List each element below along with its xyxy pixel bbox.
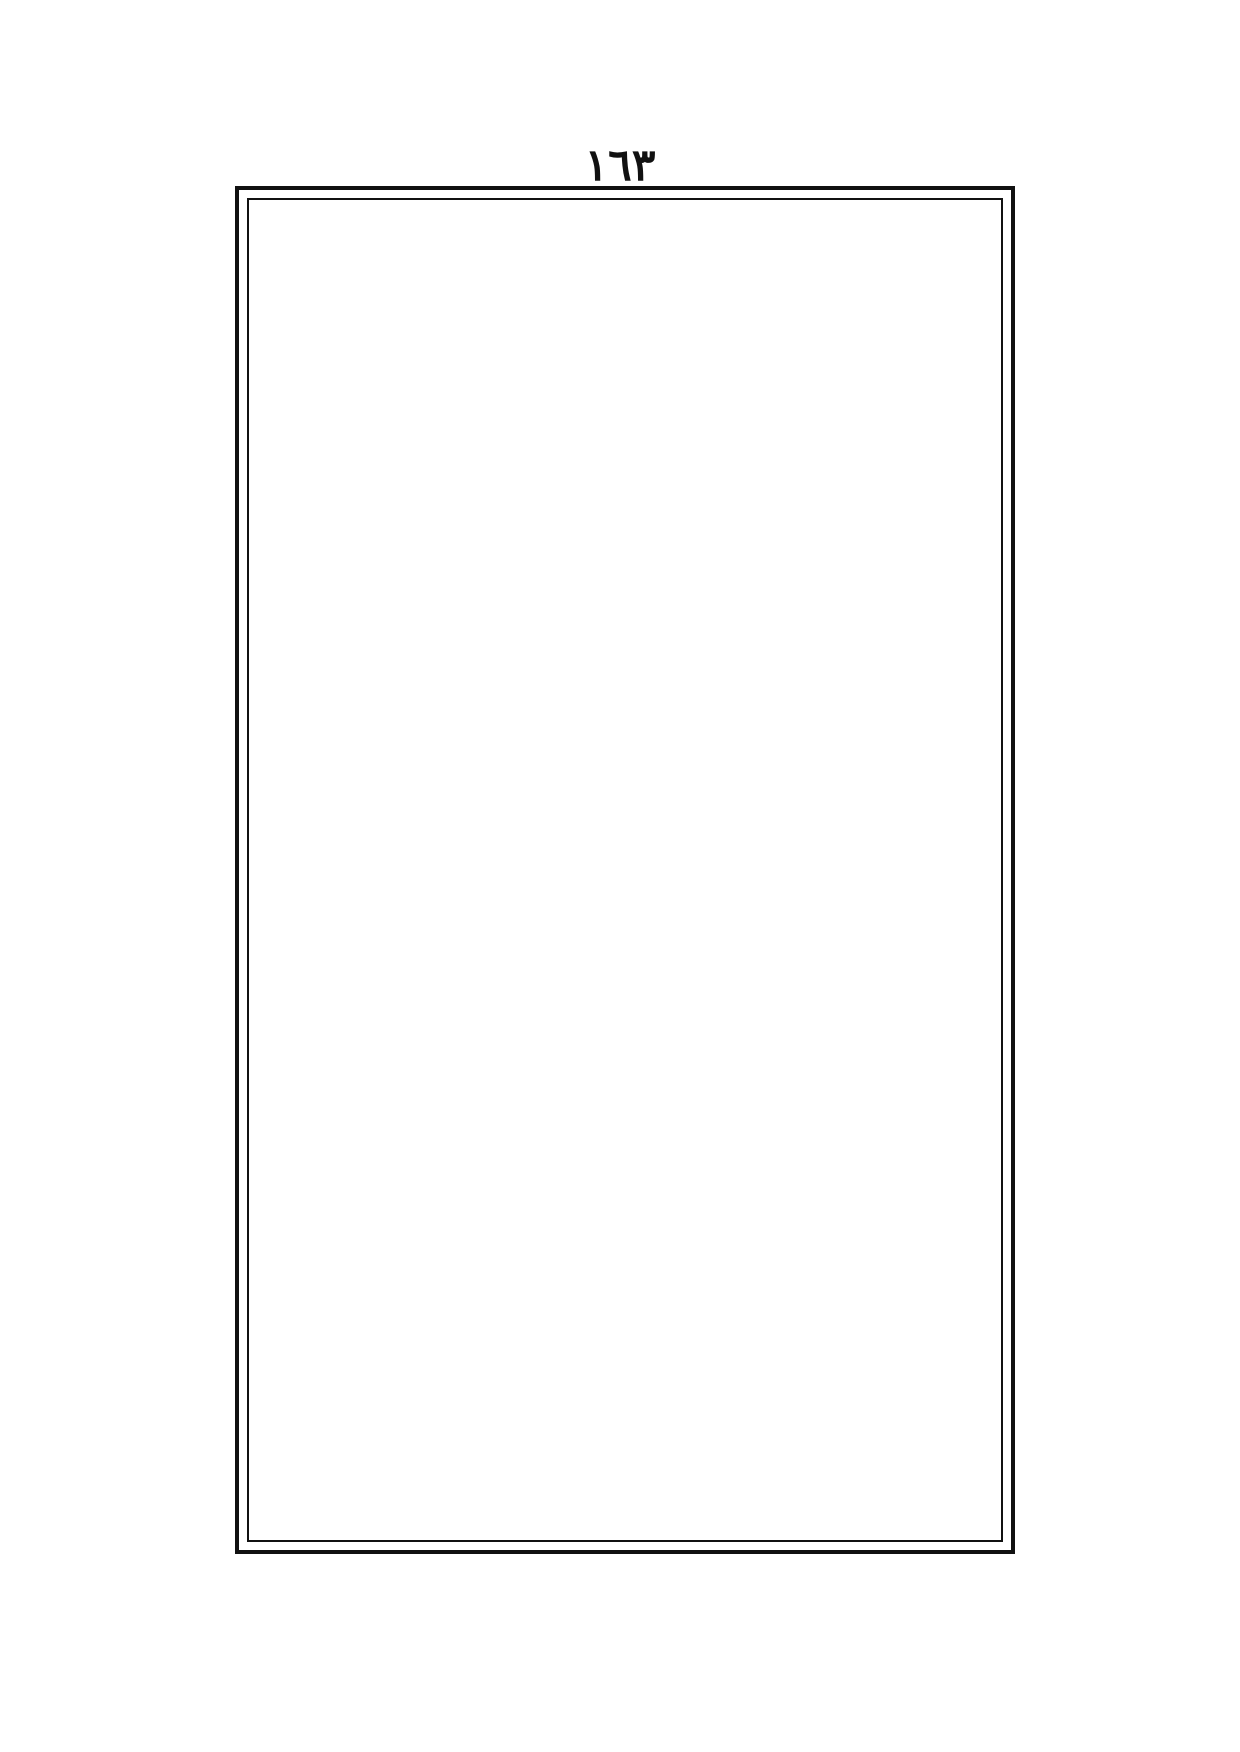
text-line [263,891,987,931]
text-line [263,931,987,971]
text-line [263,1172,987,1212]
text-line [263,811,987,851]
text-line [263,210,987,250]
text-line [263,290,987,330]
text-line [263,611,987,651]
text-line [263,651,987,691]
text-frame [247,198,1003,1542]
text-line [263,1212,987,1252]
text-line [263,771,987,811]
text-line [263,1011,987,1051]
text-line [263,1412,987,1452]
text-line [263,531,987,571]
text-line [263,571,987,611]
text-line [263,370,987,410]
text-line [263,691,987,731]
text-line [263,971,987,1011]
page-frame [235,186,1015,1554]
text-line [263,410,987,450]
page-number: ١٦٣ [584,140,656,191]
text-line [263,1252,987,1292]
text-line [263,731,987,771]
text-line [263,1332,987,1372]
text-line [263,450,987,490]
text-line [263,1292,987,1332]
text-line [263,851,987,891]
text-line [263,330,987,370]
text-line [263,1452,987,1492]
text-line [263,1131,987,1171]
text-line [263,1091,987,1131]
text-line [263,490,987,530]
text-line [263,250,987,290]
text-body [263,210,987,1532]
text-line [263,1051,987,1091]
text-line [263,1492,987,1532]
text-line [263,1372,987,1412]
